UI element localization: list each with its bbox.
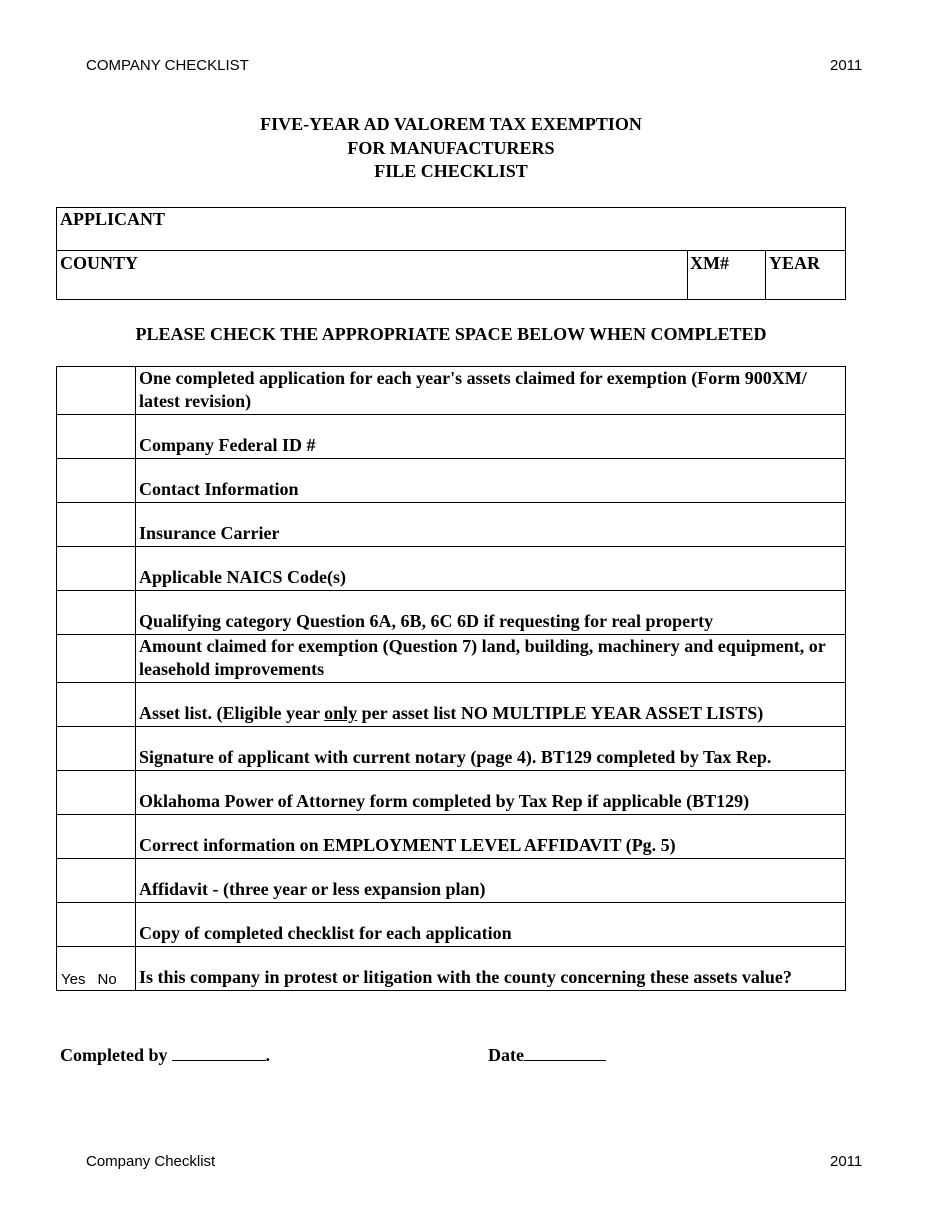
- protest-question: Is this company in protest or litigation with the county concerning these assets value?: [136, 947, 846, 991]
- county-field[interactable]: COUNTY: [60, 253, 139, 273]
- check-box[interactable]: [57, 635, 136, 683]
- check-box[interactable]: [57, 591, 136, 635]
- checklist-item: One completed application for each year's assets claimed for exemption (Form 900XM/ latest revision): [136, 367, 846, 415]
- check-box[interactable]: [57, 503, 136, 547]
- no-option[interactable]: No: [97, 971, 117, 988]
- completed-by-line[interactable]: [172, 1059, 266, 1061]
- instruction-text: PLEASE CHECK THE APPROPRIATE SPACE BELOW WHEN COMPLETED: [135, 324, 767, 344]
- table-row: [57, 415, 846, 459]
- checklist-item-asset-list: [136, 683, 846, 727]
- xm-divider: [687, 250, 688, 300]
- info-divider: [56, 250, 846, 251]
- check-box[interactable]: [57, 683, 136, 727]
- table-row: [57, 683, 846, 727]
- check-box[interactable]: [57, 727, 136, 771]
- table-row: [57, 727, 846, 771]
- completed-by-field[interactable]: Completed by .: [60, 1045, 270, 1065]
- date-field[interactable]: [488, 1045, 606, 1066]
- check-box[interactable]: [57, 815, 136, 859]
- title-line-2: FOR MANUFACTURERS: [347, 137, 555, 158]
- checklist-item: Applicable NAICS Code(s): [136, 547, 846, 591]
- checklist-item: Amount claimed for exemption (Question 7) land, building, machinery and equipment, or leasehold improvements: [136, 635, 846, 683]
- table-row: [57, 367, 846, 415]
- check-box[interactable]: [57, 367, 136, 415]
- table-row: [57, 859, 846, 903]
- date-line[interactable]: [524, 1059, 606, 1061]
- check-box[interactable]: [57, 415, 136, 459]
- date-label: Date: [488, 1045, 524, 1065]
- checklist-table: [56, 366, 846, 991]
- checklist-item: Copy of completed checklist for each application: [136, 903, 846, 947]
- page-title: [0, 113, 902, 184]
- table-row: [57, 547, 846, 591]
- checklist-item: Qualifying category Question 6A, 6B, 6C 6D if requesting for real property: [136, 591, 846, 635]
- checklist-item: Contact Information: [136, 459, 846, 503]
- applicant-field[interactable]: APPLICANT: [60, 209, 166, 229]
- check-box[interactable]: [57, 859, 136, 903]
- yes-no-cell: [57, 947, 136, 991]
- yes-option[interactable]: Yes: [61, 971, 86, 988]
- title-line-1: FIVE-YEAR AD VALOREM TAX EXEMPTION: [260, 114, 642, 134]
- table-row: [57, 903, 846, 947]
- xm-number-field[interactable]: XM#: [690, 253, 729, 273]
- table-row: [57, 771, 846, 815]
- table-row: [57, 815, 846, 859]
- asset-list-text: Asset list. (Eligible year: [139, 703, 325, 723]
- checklist-item: Insurance Carrier: [136, 503, 846, 547]
- check-box[interactable]: [57, 547, 136, 591]
- header-year: 2011: [830, 57, 863, 74]
- checklist-item: Company Federal ID #: [136, 415, 846, 459]
- check-box[interactable]: [57, 771, 136, 815]
- footer-year: 2011: [830, 1153, 863, 1170]
- title-line-3: FILE CHECKLIST: [374, 161, 528, 181]
- table-row: [57, 459, 846, 503]
- asset-list-text-end: per asset list NO MULTIPLE YEAR ASSET LISTS): [357, 703, 764, 723]
- checklist-item: Oklahoma Power of Attorney form completed by Tax Rep if applicable (BT129): [136, 771, 846, 815]
- completed-by-label: Completed by: [60, 1045, 168, 1065]
- table-row: [57, 947, 846, 991]
- table-row: [57, 591, 846, 635]
- asset-list-emphasis: only: [324, 703, 358, 723]
- check-box[interactable]: [57, 903, 136, 947]
- checklist-item: Signature of applicant with current notary (page 4). BT129 completed by Tax Rep.: [136, 727, 846, 771]
- check-box[interactable]: [57, 459, 136, 503]
- checklist-item: Correct information on EMPLOYMENT LEVEL AFFIDAVIT (Pg. 5): [136, 815, 846, 859]
- table-row: [57, 503, 846, 547]
- year-field[interactable]: YEAR: [769, 253, 821, 273]
- checklist-item: Affidavit - (three year or less expansion plan): [136, 859, 846, 903]
- footer-title: Company Checklist: [86, 1153, 216, 1170]
- year-divider: [765, 250, 766, 300]
- table-row: [57, 635, 846, 683]
- header-title: COMPANY CHECKLIST: [86, 57, 249, 74]
